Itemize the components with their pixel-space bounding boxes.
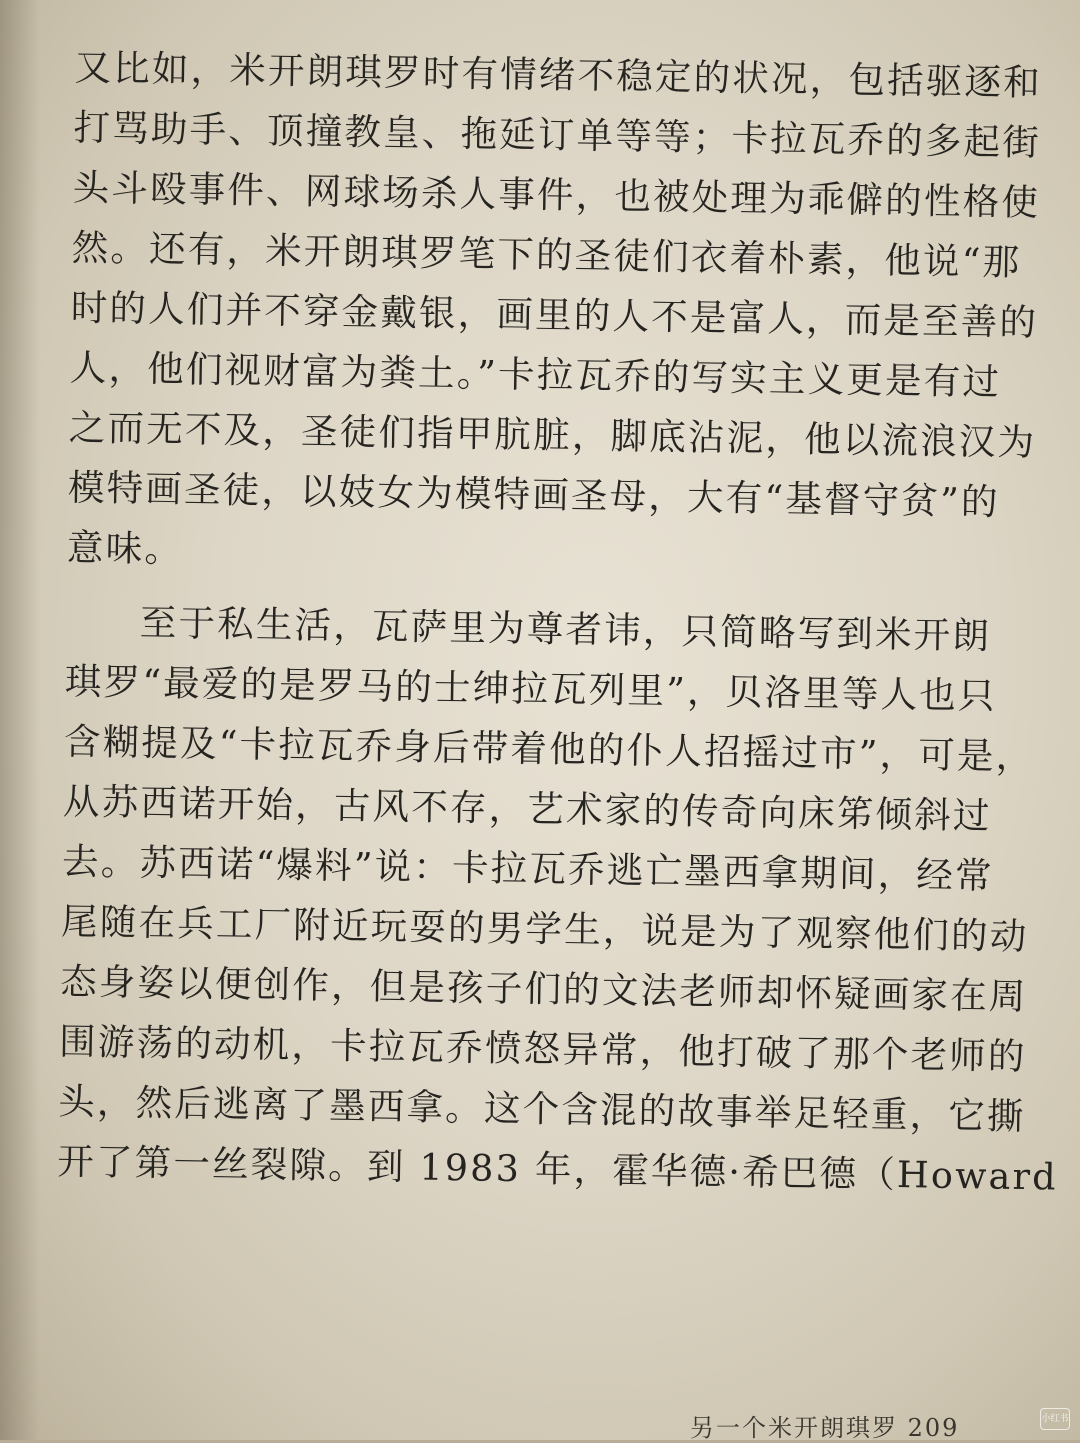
watermark-logo: 小红书 bbox=[1040, 1408, 1070, 1430]
paragraph-1 bbox=[66, 38, 1043, 592]
text-line: 又比如，米开朗琪罗时有情绪不稳定的状况，包括驱逐和 bbox=[74, 45, 1043, 105]
text-line: 去。苏西诺“爆料”说：卡拉瓦乔逃亡墨西拿期间，经常 bbox=[61, 839, 995, 898]
text-line: 人，他们视财富为粪土。”卡拉瓦乔的写实主义更是有过 bbox=[69, 345, 1002, 404]
text-line: 至于私生活，瓦萨里为尊者讳，只简略写到米开朗 bbox=[139, 601, 992, 658]
body-text bbox=[57, 38, 1059, 1206]
text-line: 围游荡的动机，卡拉瓦乔愤怒异常，他打破了那个老师的 bbox=[58, 1019, 1027, 1079]
paragraph-2 bbox=[57, 592, 1059, 1206]
text-line: 模特画圣徒，以妓女为模特画圣母，大有“基督守贫”的 bbox=[67, 465, 1000, 524]
text-line: 从苏西诺开始，古风不存，艺术家的传奇向床笫倾斜过 bbox=[62, 779, 993, 838]
text-line: 打骂助手、顶撞教皇、拖延订单等等；卡拉瓦乔的多起街 bbox=[73, 105, 1042, 165]
text-line: 头，然后逃离了墨西拿。这个含混的故事举足轻重，它撕 bbox=[57, 1079, 1027, 1139]
text-line: 琪罗“最爱的是罗马的士绅拉瓦列里”，贝洛里等人也只 bbox=[64, 659, 997, 718]
text-line: 然。还有，米开朗琪罗笔下的圣徒们衣着朴素，他说“那 bbox=[71, 225, 1022, 284]
text-line: 态身姿以便创作，但是孩子们的文法老师却怀疑画家在周 bbox=[59, 959, 1028, 1019]
text-line: 尾随在兵工厂附近玩耍的男学生，说是为了观察他们的动 bbox=[60, 899, 1029, 959]
page-gutter-shadow bbox=[0, 0, 40, 1440]
text-line: 含糊提及“卡拉瓦乔身后带着他的仆人招摇过市”，可是， bbox=[63, 719, 1035, 779]
running-footer: 另一个米开朗琪罗 209 bbox=[690, 1414, 960, 1442]
text-line: 意味。 bbox=[66, 525, 184, 571]
text-line: 头斗殴事件、网球场杀人事件，也被处理为乖僻的性格使 bbox=[72, 165, 1041, 225]
text-line: 时的人们并不穿金戴银，画里的人不是富人，而是至善的 bbox=[70, 285, 1039, 345]
text-line: 之而无不及，圣徒们指甲肮脏，脚底沾泥，他以流浪汉为 bbox=[68, 405, 1037, 465]
text-line: 开了第一丝裂隙。到 1983 年，霍华德·希巴德（Howard bbox=[57, 1139, 1059, 1199]
